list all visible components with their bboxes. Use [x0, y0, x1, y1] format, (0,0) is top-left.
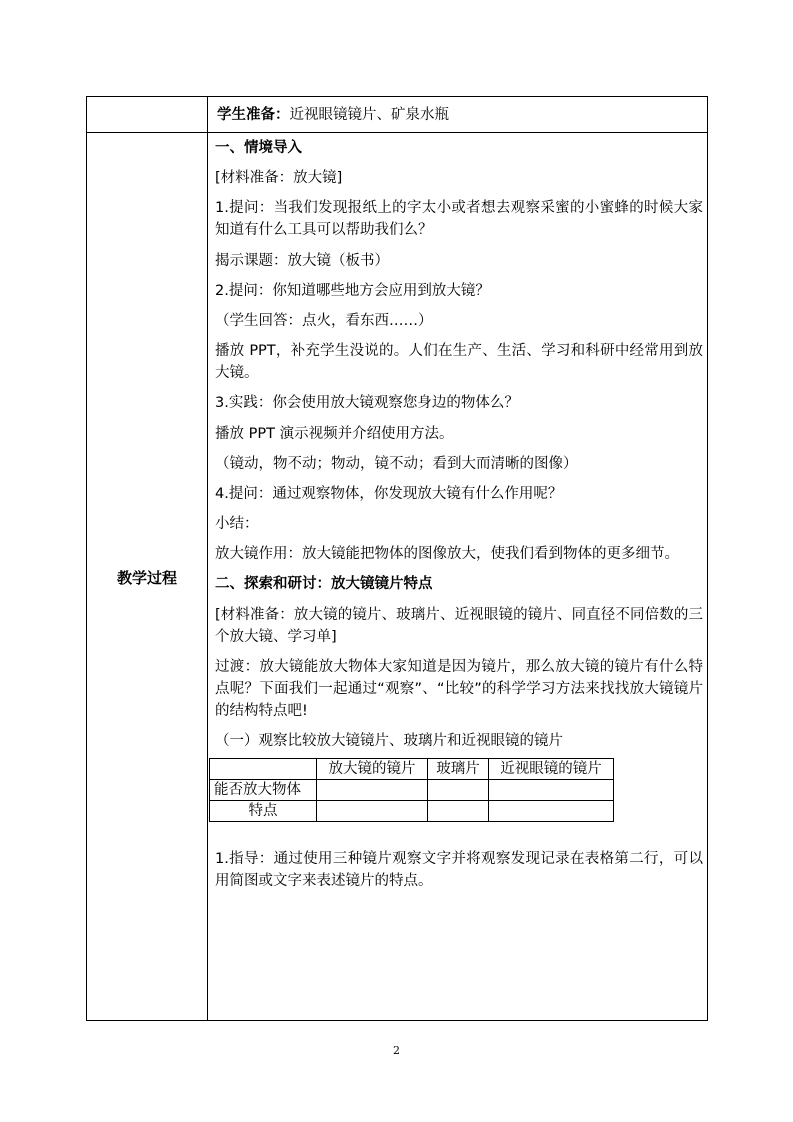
topic-reveal: 揭示课题：放大镜（板书）: [215, 252, 389, 269]
summary-text: 放大镜作用：放大镜能把物体的图像放大，使我们看到物体的更多细节。: [215, 546, 679, 563]
table-cell: [489, 780, 614, 801]
table-cell: [489, 801, 614, 822]
student-answer: （学生回答：点火，看东西……）: [215, 312, 433, 329]
question-2: 2.提问：你知道哪些地方会应用到放大镜？: [215, 282, 490, 299]
table-cell: [317, 780, 428, 801]
summary-label: 小结：: [215, 516, 259, 533]
practice-3: 3.实践：你会使用放大镜观察您身边的物体么？: [215, 395, 519, 412]
table-cell: [317, 801, 428, 822]
lesson-table: [86, 96, 708, 1021]
table-row: [210, 780, 614, 801]
transition-text: 过渡：放大镜能放大物体大家知道是因为镜片，那么放大镜的镜片有什么特点呢？下面我们一起通过“观察”、“比较”的科学学习方法来找找放大镜镜片的结构特点吧!: [215, 658, 703, 719]
ppt-demo: 播放 PPT 演示视频并介绍使用方法。: [215, 425, 454, 442]
table-header-row: [210, 759, 614, 780]
question-4: 4.提问：通过观察物体，你发现放大镜有什么作用呢？: [215, 485, 563, 502]
heading-intro: 一、情境导入: [215, 140, 302, 156]
table-row: [210, 801, 614, 822]
ppt-supplement: 播放 PPT，补充学生没说的。人们在生产、生活、学习和科研中经常用到放大镜。: [215, 343, 703, 382]
row-divider: [87, 132, 707, 133]
table-row-label: 特点: [210, 801, 317, 822]
table-header-cell: 放大镜的镜片: [317, 759, 428, 780]
table-header-cell: 近视眼镜的镜片: [489, 759, 614, 780]
page-number: 2: [393, 1044, 400, 1057]
teaching-process-content: [215, 137, 703, 900]
subsection-1: （一）观察比较放大镜镜片、玻璃片和近视眼镜的镜片: [215, 733, 563, 749]
table-cell: [428, 780, 489, 801]
materials-intro: [材料准备：放大镜]: [215, 170, 343, 187]
student-prep-row: [217, 105, 449, 125]
column-divider: [207, 97, 208, 1020]
section-label: 教学过程: [116, 569, 177, 587]
table-cell: [428, 801, 489, 822]
question-1: 1.提问：当我们发现报纸上的字太小或者想去观察采蜜的小蜜蜂的时候大家知道有什么工具可以帮助我们么？: [215, 200, 703, 239]
student-prep-label: 学生准备：: [217, 107, 290, 123]
student-prep-text: 近视眼镜镜片、矿泉水瓶: [289, 107, 449, 123]
observation-table: [209, 758, 614, 822]
heading-explore: 二、探索和研讨：放大镜镜片特点: [215, 576, 433, 593]
usage-method: （镜动，物不动；物动，镜不动；看到大而清晰的图像）: [215, 455, 578, 472]
table-header-cell: 玻璃片: [428, 759, 489, 780]
table-row-label: 能否放大物体: [210, 780, 317, 801]
materials-explore: [材料准备：放大镜的镜片、玻璃片、近视眼镜的镜片、同直径不同倍数的三个放大镜、学习单]: [215, 606, 703, 645]
table-header-cell: [210, 759, 317, 780]
guidance-1: 1.指导：通过使用三种镜片观察文字并将观察发现记录在表格第二行，可以用简图或文字来表述镜片的特点。: [215, 851, 703, 889]
